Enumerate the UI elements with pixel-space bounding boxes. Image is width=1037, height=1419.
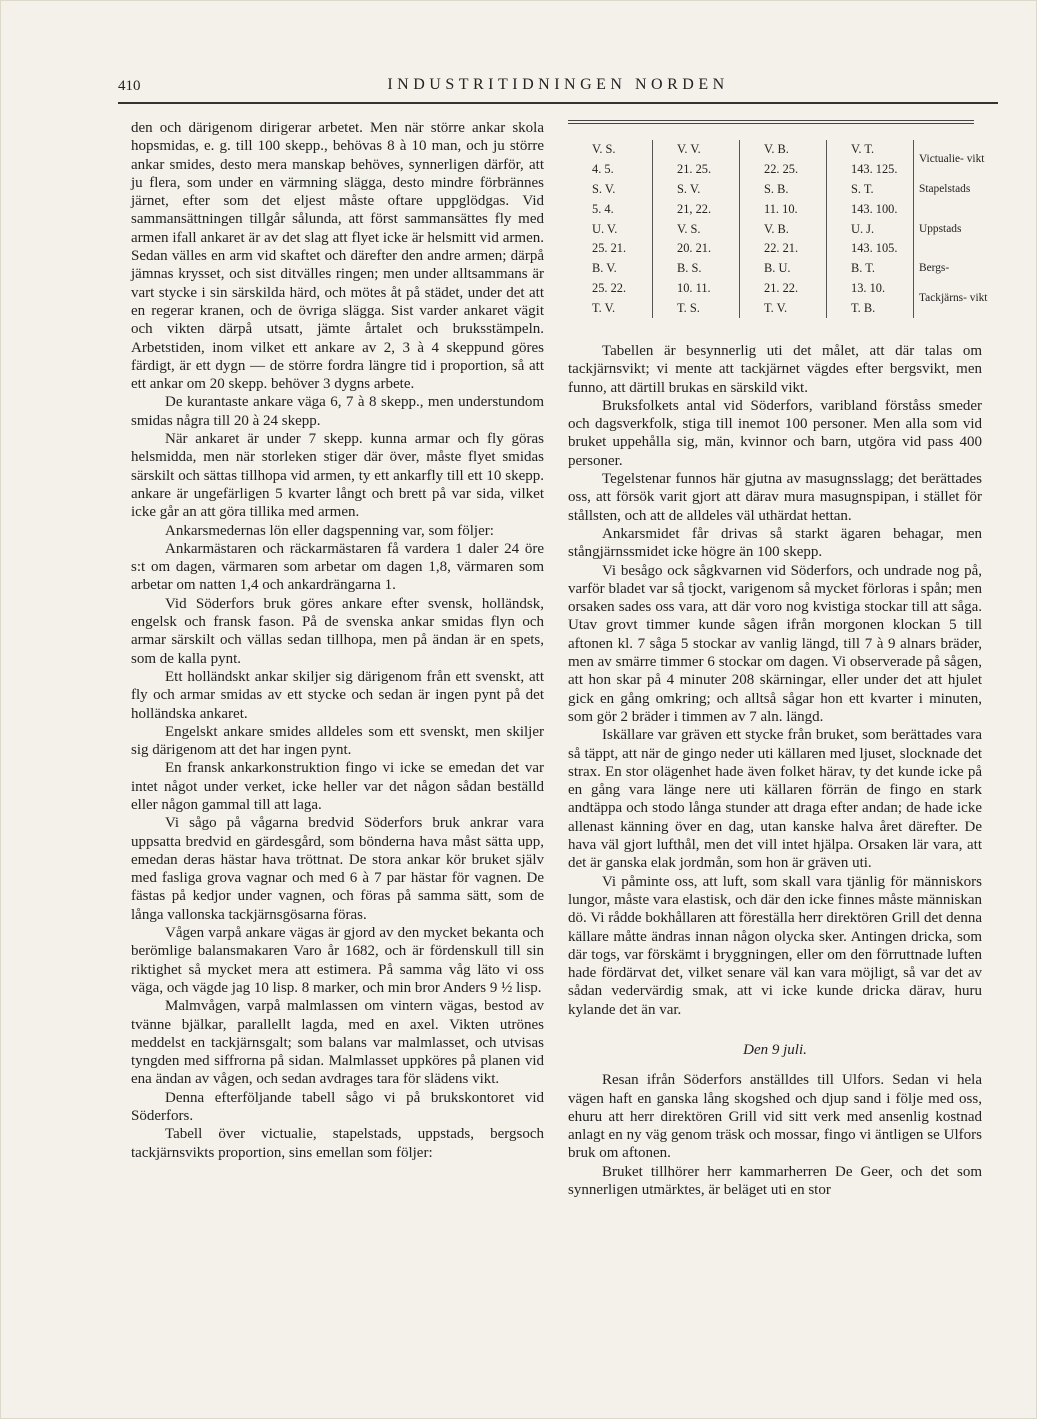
page-number: 410	[118, 78, 141, 94]
paragraph: Tabell över victualie, stapelstads, uppstads, bergsoch tackjärnsvikts proportion, sins emellan som följer:	[131, 1126, 544, 1161]
table-cell: V. S.	[653, 219, 740, 239]
table-cell: S. V.	[653, 180, 740, 200]
table-cell: 22. 21.	[740, 239, 827, 259]
table-cell: 11. 10.	[740, 199, 827, 219]
table-cell: B. S.	[653, 259, 740, 279]
paragraph: Malmvågen, varpå malmlassen om vintern vägas, bestod av tvänne bjälkar, parallellt lagda, med en axel. Vikten utrönes meddelst en tackjärnsgalt; som balans var malmlasset, och utvisas tyngden med siffrorna på sidan. Malmlasset uppköres på planen vid ena ändan av vågen, och sedan avdrages tara för slädens vikt.	[131, 998, 544, 1088]
table-cell: 10. 11.	[653, 279, 740, 299]
table-cell: 25. 22.	[592, 280, 627, 295]
table-rule	[568, 120, 974, 121]
table-cell: V. S.	[592, 142, 616, 157]
table-cell: T. S.	[653, 298, 740, 318]
table-cell: U. V.	[592, 221, 618, 236]
table-row	[568, 180, 988, 200]
paragraph: den och därigenom dirigerar arbetet. Men när större ankar skola hopsmidas, e. g. till 100 skepp., behövas 8 à 10 man, och ju större ankar smides, desto mera manskap behöves, synnerligen därför, att ju flera, som under en värmning slägga, desto mindre förbrännes järnet, efter som det eljest måste oftare uppglödgas. Vid sammansättningen tillgår sålunda, att först sammansättes fly med armen ifall ankaret är av det slag att flyet icke är helsmitt vid armen. Sedan välles en arm vid skaftet och därefter den andre armen; därpå jämnas krysset, och sist ditvälles ringen; men under alltsammans är vart stycke i sin särskilda härd, och mötes åt på städet, under det att en regerar kranen, och de övriga slägga. Sist varder ankaret vägit och vikten därpå utsatt, jämte årtalet och bruksstämpeln. Arbetstiden, inom vilket ett ankare av 2, 3 à 4 skeppund göres färdigt, är ett dygn — de större fordra längre tid i proportion, så att ett ankar om 20 skepp. behöver 3 dygns arbete.	[131, 120, 544, 393]
table-cell: V. B.	[740, 140, 827, 160]
table-cell: 22. 25.	[740, 160, 827, 180]
paragraph: Vi sågo på vågarna bredvid Söderfors bruk ankrar vara uppsatta bredvid en gärdesgård, som bönderna hava måst sätta upp, emedan deras hästar hava tröttnat. De stora ankar kör bruket själv med fasliga grova vagnar och med 6 à 7 par hästar för vagnen. De fästas på kedjor under vagnen, och föras på samma sätt, som de långa vallonska tackjärnsgösarna föras.	[131, 815, 544, 923]
paragraph: Resan ifrån Söderfors anställdes till Ulfors. Sedan vi hela vägen haft en ganska lång skogshed och djup sand i följe med oss, ehuru att herr direktören Grill vid sitt verk med ansenlig kostnad anlagt en ny väg genom träsk och mossar, fingo vi äntligen se Ulfors bruk om aftonen.	[568, 1072, 982, 1162]
table-cell: 21. 22.	[740, 279, 827, 299]
paragraph: Ankarsmidet får drivas så starkt ägaren behagar, men stångjärnssmidet icke högre än 100 skepp.	[568, 525, 982, 561]
table-cell	[914, 239, 989, 259]
paragraph: Vid Söderfors bruk göres ankare efter svensk, holländsk, engelsk och fransk fason. På de svenska ankar smidas flyn och armar särskilt och vällas sedan tillhopa, men på ändan är en spets, som de kalla pynt.	[131, 595, 544, 667]
table-cell: 4. 5.	[592, 162, 614, 177]
table-cell: 20. 21.	[653, 239, 740, 259]
table-cell: T. V.	[592, 300, 616, 315]
table-cell: 143. 125.	[827, 160, 914, 180]
paragraph: Bruket tillhörer herr kammarherren De Geer, och det som synnerligen utmärktes, är beläget uti en stor	[568, 1163, 982, 1199]
paragraph: När ankaret är under 7 skepp. kunna armar och fly göras helsmidda, men när storleken stiger där över, måste flyet smidas särskilt och sättas tillhopa vid armen, ty ett ankarfly till ett 10 skepp. ankare är ungefärligen 5 kvarter långt och brett på var sida, vilket icke går an att göra tillika med armen.	[131, 431, 544, 521]
table-cell: 25. 21.	[592, 241, 627, 256]
paragraph: Vågen varpå ankare vägas är gjord av den mycket bekanta och berömlige balansmakaren Varo år 1682, och är fördenskull till sin riktighet så mycket mera att estimera. På samma våg läto vi oss väga, och vägde jag 10 lisp. 8 marker, och min bror Anders 9 ½ lisp.	[131, 925, 544, 996]
table-row-label: Victualie- vikt	[914, 140, 989, 180]
table-cell	[914, 199, 989, 219]
paragraph: Vi påminte oss, att luft, som skall vara tjänlig för människors lungor, måste vara elastisk, och där den icke finnes måste människan dö. Vi rådde bokhållaren att föreställa herr direktören Grill det denna källare måtte ändras innan någon olycka sker. Antingen dricka, som där togs, var förskämt i bryggningen, eller om den förruttnade luften hade fördärvat det, vilket senare väl kan vara möjligt, så var det av sådan vedervärdig smak, att vi icke kunde dricka därav, huru kylande det än var.	[568, 873, 982, 1018]
table-row	[568, 239, 988, 259]
paragraph: Iskällare var gräven ett stycke från bruket, som berättades vara så täppt, att när de gingo neder uti källaren med ljuset, slocknade det strax. En stor olägenhet hade även folket härav, ty det kunde icke på en gång vara länge nere uti källaren förrän de fingo en stark andtäppa och stodo långa stunder att dragа efter andan; de hade icke allenast känning över en dag, utan kanske halva året därefter. De hava väl gjort lufthål, men det vill intet hjälpa. Orsaken lär vara, att det är ganska elak jordmån, som hon är gräven uti.	[568, 727, 982, 872]
paragraph: Vi besågo ock sågkvarnen vid Söderfors, och undrade nog på, varför bladet var så tjockt, varigenom så mycket förloras i spån; men orsaken sades oss vara, att där voro nog kvistiga stockar till att såga. Utav grovt timmer kunde sågen ifrån morgonen klockan 5 till aftonen kl. 7 såga 5 stockar av vanlig längd, till 7 à 9 alnars bräder, men av smärre timmer 6 stockar om dagen. Vi observerade på sågen, att hon skar på 4 minuter 208 skärningar, eller under det att hjulet gick en gång omkring; och alltså sågar hon ett kvarter i minuten, som gör 2 bräder i timmen av 7 aln. längd.	[568, 562, 982, 725]
table-row-label: Tackjärns- vikt	[914, 279, 989, 319]
table-row	[568, 140, 988, 160]
table-cell: 13. 10.	[827, 279, 914, 299]
table-cell: B. T.	[827, 259, 914, 279]
table-cell: T. B.	[827, 298, 914, 318]
dateline: Den 9 juli.	[743, 1041, 807, 1058]
right-column	[568, 342, 982, 1199]
table-cell: 143. 100.	[827, 199, 914, 219]
table-row	[568, 259, 988, 279]
table-cell: S. V.	[592, 181, 616, 196]
weight-table	[568, 120, 988, 325]
paragraph: Tegelstenar funnos här gjutna av masugnsslagg; det berättades oss, att försök varit gjort att därav mura masugnspipan, i stället för stållsten, och att de alldeles väl uthärdat hettan.	[568, 471, 982, 524]
table-row	[568, 279, 988, 299]
running-title: INDUSTRITIDNINGEN NORDEN	[387, 76, 729, 93]
table-cell: V. B.	[740, 219, 827, 239]
table-row	[568, 219, 988, 239]
table-row-label: Stapelstads	[914, 180, 989, 200]
table-row-label: Uppstads	[914, 219, 989, 239]
table-cell: B. U.	[740, 259, 827, 279]
paragraph: Engelskt ankare smides alldeles som ett svenskt, men skiljer sig därigenom att det har ingen pynt.	[131, 723, 544, 759]
table-cell: V. V.	[653, 140, 740, 160]
paragraph: Bruksfolkets antal vid Söderfors, varibland förståss smeder och dagsverkfolk, stiga till inemot 100 personer. Men alla som vid bruket uppehålla sig, män, kvinnor och barn, utgöra vid pass 400 personer.	[568, 397, 982, 469]
paragraph: Denna efterföljande tabell sågo vi på brukskontoret vid Söderfors.	[131, 1089, 544, 1125]
paragraph: En fransk ankarkonstruktion fingo vi icke se emedan det var intet något under verket, icke heller var det någon sådan beställd eller någon gammal till att laga.	[131, 760, 544, 813]
paragraph: Ett holländskt ankar skiljer sig därigenom från ett svenskt, att fly och armar smidas av ett stycke och sedan är ingen pynt på det holländska ankaret.	[131, 668, 544, 722]
page-header	[118, 70, 998, 110]
table-cell: V. T.	[827, 140, 914, 160]
left-column	[131, 119, 544, 1162]
paragraph: Tabellen är besynnerlig uti det målet, att där talas om tackjärnsvikt; vi mente att tackjärnet vägdes efter bergsvikt, men funno, att därtill brukas en särskild vikt.	[568, 343, 982, 396]
paragraph: De kurantaste ankare väga 6, 7 à 8 skepp., men understundom smidas några till 20 à 24 skepp.	[131, 394, 544, 429]
table-cell: 21, 22.	[653, 199, 740, 219]
paragraph: Ankarmästaren och räckarmästaren få vardera 1 daler 24 öre s:t om dagen, värmaren som arbetar om dagen 1,8, värmaren som arbetar om natten 1,4 och ankardrängarna 1.	[131, 540, 544, 594]
table-cell: B. V.	[592, 261, 617, 276]
table-row	[568, 199, 988, 219]
table-rule	[568, 123, 974, 124]
weight-proportion-table	[568, 140, 988, 318]
table-cell: T. V.	[740, 298, 827, 318]
header-rule	[118, 102, 998, 104]
table-cell: 21. 25.	[653, 160, 740, 180]
paragraph: Ankarsmedernas lön eller dagspenning var, som följer:	[165, 522, 494, 539]
table-row-label: Bergs-	[914, 259, 989, 279]
table-cell: U. J.	[827, 219, 914, 239]
table-cell: S. T.	[827, 180, 914, 200]
table-cell: 5. 4.	[592, 201, 614, 216]
table-cell: 143. 105.	[827, 239, 914, 259]
table-cell: S. B.	[740, 180, 827, 200]
